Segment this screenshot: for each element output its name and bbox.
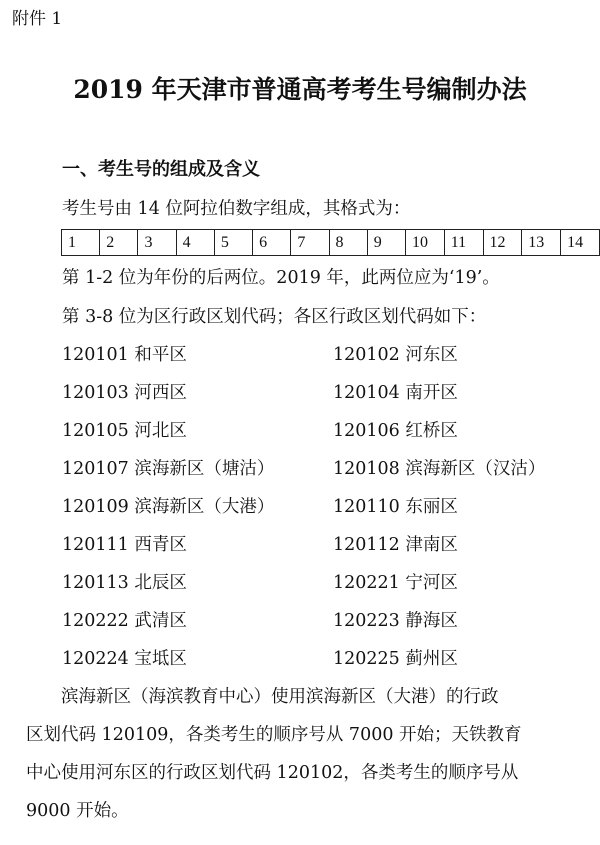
digit-cell: 3	[138, 230, 176, 256]
digit-position-table	[61, 229, 600, 256]
district-code-item: 120224 宝坻区	[62, 649, 187, 669]
digit-cell: 14	[561, 230, 600, 256]
district-code-item: 120111 西青区	[62, 535, 187, 555]
digit-cell: 7	[291, 230, 329, 256]
district-code-item: 120225 蓟州区	[333, 649, 458, 669]
digit-cell: 10	[405, 230, 444, 256]
note-paragraph-line: 9000 开始。	[26, 801, 129, 821]
district-code-item: 120222 武清区	[62, 611, 187, 631]
digit-position-row	[62, 230, 600, 256]
district-code-item: 120223 静海区	[333, 611, 458, 631]
year-rule-paragraph: 第 1-2 位为年份的后两位。2019 年，此两位应为‘19’。	[62, 268, 500, 288]
digit-cell: 4	[176, 230, 214, 256]
attachment-label: 附件 1	[12, 9, 63, 29]
district-code-item: 120110 东丽区	[333, 497, 458, 517]
district-code-item: 120101 和平区	[62, 345, 187, 365]
digit-cell: 1	[62, 230, 100, 256]
district-code-item: 120106 红桥区	[333, 421, 458, 441]
district-code-item: 120103 河西区	[62, 383, 187, 403]
district-code-item: 120221 宁河区	[333, 573, 458, 593]
digit-cell: 5	[214, 230, 252, 256]
district-code-item: 120104 南开区	[333, 383, 458, 403]
district-code-item: 120112 津南区	[333, 535, 458, 555]
district-code-item: 120107 滨海新区（塘沽）	[62, 459, 275, 479]
district-code-item: 120113 北辰区	[62, 573, 187, 593]
note-paragraph-line: 中心使用河东区的行政区划代码 120102，各类考生的顺序号从	[26, 763, 519, 783]
district-code-item: 120108 滨海新区（汉沽）	[333, 459, 546, 479]
digit-cell: 12	[483, 230, 522, 256]
digit-cell: 2	[100, 230, 138, 256]
district-code-item: 120109 滨海新区（大港）	[62, 497, 275, 517]
digit-cell: 8	[329, 230, 367, 256]
note-paragraph-line: 区划代码 120109，各类考生的顺序号从 7000 开始；天铁教育	[26, 725, 522, 745]
digit-cell: 6	[253, 230, 291, 256]
document-title: 2019 年天津市普通高考考生号编制办法	[73, 75, 527, 104]
district-code-item: 120102 河东区	[333, 345, 458, 365]
digit-cell: 11	[444, 230, 483, 256]
digit-cell: 13	[522, 230, 561, 256]
digit-cell: 9	[367, 230, 405, 256]
section-heading: 一、考生号的组成及含义	[62, 159, 260, 180]
intro-paragraph: 考生号由 14 位阿拉伯数字组成，其格式为：	[62, 199, 411, 219]
note-paragraph-line: 滨海新区（海滨教育中心）使用滨海新区（大港）的行政	[26, 687, 499, 707]
district-rule-paragraph: 第 3-8 位为区行政区划代码；各区行政区划代码如下：	[62, 307, 487, 327]
district-code-item: 120105 河北区	[62, 421, 187, 441]
